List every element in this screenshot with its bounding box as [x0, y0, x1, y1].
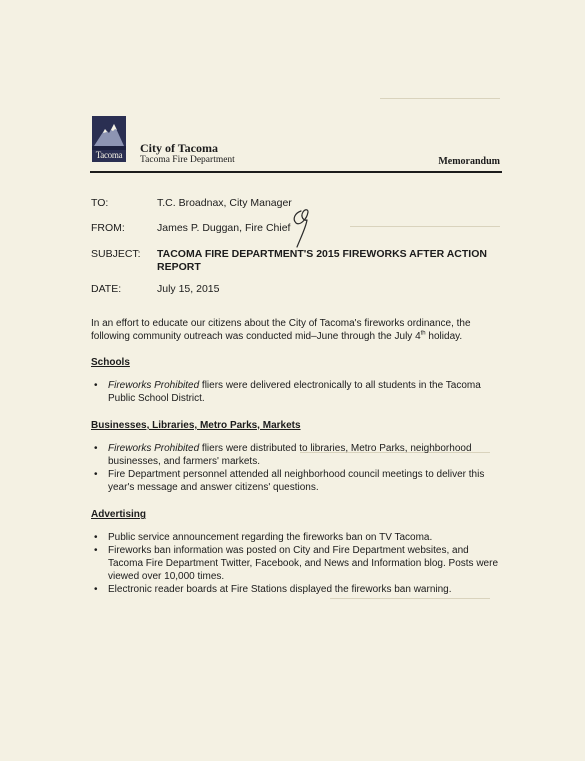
org-name: City of Tacoma — [140, 141, 218, 155]
dept-name: Tacoma Fire Department — [140, 155, 235, 165]
intro-paragraph — [91, 317, 503, 343]
schools-list — [91, 379, 503, 405]
section-title-advertising: Advertising — [91, 509, 147, 520]
from-value: James P. Duggan, Fire Chief — [157, 222, 291, 234]
item-text: Electronic reader boards at Fire Stations displayed the fireworks ban warning. — [108, 584, 452, 595]
item-text: Fireworks ban information was posted on City and Fire Department websites, and Tacoma Fire Department Twitter, Facebook, and News and Information blog. Posts were viewed over 10,000 times. — [108, 545, 498, 582]
item-text: fliers were delivered electronically to all students in the Tacoma Public School District. — [108, 380, 481, 404]
to-label: TO: — [91, 197, 109, 209]
list-item — [91, 544, 503, 583]
item-text: fliers were distributed to libraries, Metro Parks, neighborhood businesses, and farmers' markets. — [108, 443, 472, 467]
advertising-list — [91, 531, 503, 596]
intro-text: In an effort to educate our citizens about the City of Tacoma's fireworks ordinance, the following community outreach was conducted mid–June through the July 4 — [91, 318, 471, 342]
item-text: Public service announcement regarding the fireworks ban on TV Tacoma. — [108, 532, 433, 543]
date-label: DATE: — [91, 283, 122, 295]
subject-value: TACOMA FIRE DEPARTMENT'S 2015 FIREWORKS AFTER ACTION REPORT — [157, 248, 487, 273]
header-rule — [90, 171, 502, 173]
bleed-line — [350, 226, 500, 227]
businesses-list — [91, 442, 503, 494]
list-item — [91, 442, 503, 468]
logo-text: Tacoma — [95, 150, 123, 160]
section-title-businesses: Businesses, Libraries, Metro Parks, Markets — [91, 420, 301, 431]
list-item — [91, 468, 503, 494]
signature-mark — [287, 207, 317, 249]
memo-body — [91, 317, 503, 610]
city-logo — [92, 116, 126, 162]
from-label: FROM: — [91, 222, 125, 234]
item-emphasis: Fireworks Prohibited — [108, 443, 200, 454]
date-value: July 15, 2015 — [157, 283, 220, 295]
item-text: Fire Department personnel attended all neighborhood council meetings to deliver this year's message and answer citizens' questions. — [108, 469, 485, 493]
list-item — [91, 583, 503, 596]
intro-superscript: th — [420, 330, 426, 337]
bleed-line — [380, 98, 500, 99]
to-value: T.C. Broadnax, City Manager — [157, 197, 292, 209]
intro-text-end: holiday. — [425, 331, 463, 342]
item-emphasis: Fireworks Prohibited — [108, 380, 200, 391]
doc-type-label: Memorandum — [438, 156, 500, 167]
mountain-icon — [92, 116, 126, 150]
subject-label: SUBJECT: — [91, 248, 141, 260]
list-item — [91, 379, 503, 405]
section-title-schools: Schools — [91, 357, 130, 368]
list-item — [91, 531, 503, 544]
